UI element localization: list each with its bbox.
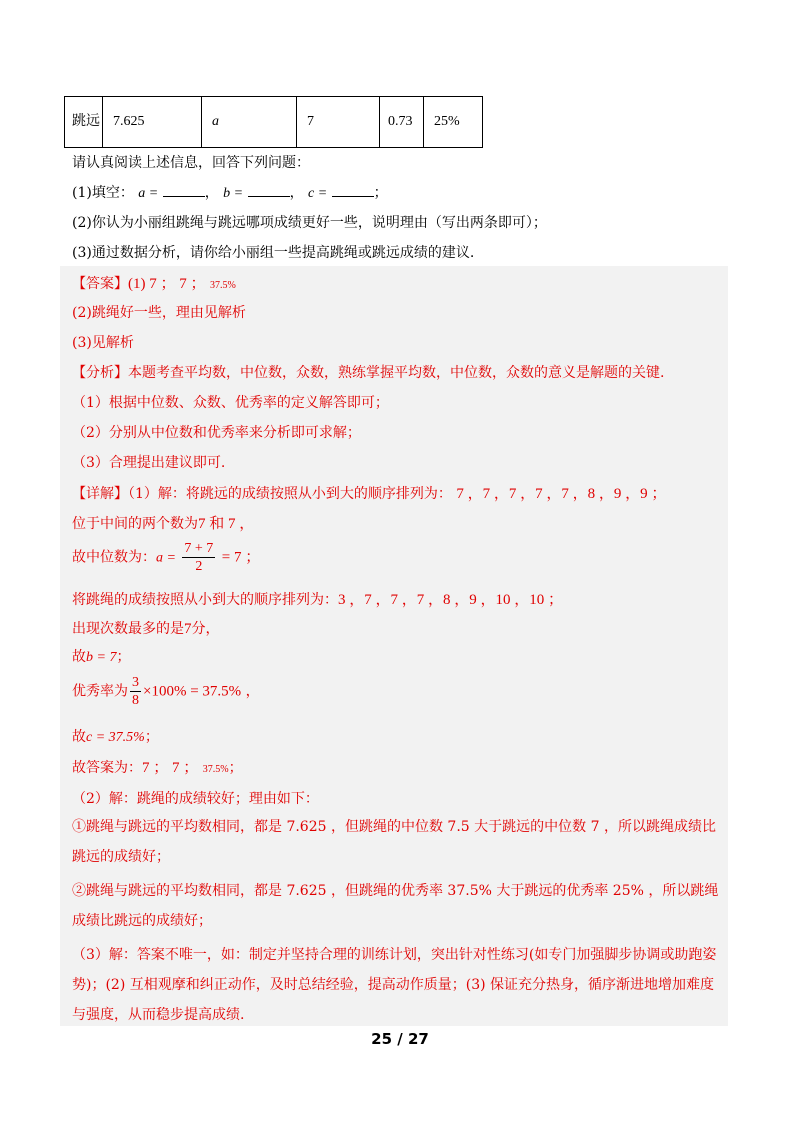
question-1: [72, 182, 388, 202]
detail-line-1: [72, 482, 666, 503]
answer-1-percent: 37.5%: [209, 280, 236, 291]
detail-tag: 【详解】: [72, 486, 128, 502]
detail-line-11: ①跳绳与跳远的平均数相同，都是 7.625 ，但跳绳的中位数 7.5 大于跳远的中位数 7 ，所以跳绳成绩比跳远的成绩好；: [72, 819, 716, 865]
mode-expr: b = 7: [86, 650, 117, 665]
analysis-tag: 【分析】: [72, 365, 128, 381]
detail-line-3: [72, 540, 260, 575]
detail-8-prefix: 故: [72, 729, 86, 745]
final-percent: 37.5%: [202, 764, 229, 775]
q1-end: ；: [373, 185, 388, 201]
final-values: 7 ； 7 ；: [142, 760, 199, 776]
detail-9-end: ；: [228, 760, 243, 776]
analysis-text: 本题考查平均数，中位数，众数，熟练掌握平均数，中位数，众数的意义是解题的关键.: [128, 365, 665, 381]
score-table: [64, 96, 483, 148]
detail-2-text: 位于中间的两个数为: [72, 516, 198, 532]
answer-1: (1) 7 ； 7 ；: [128, 276, 206, 292]
question-2: (2)你认为小丽组跳绳与跳远哪项成绩更好一些，说明理由（写出两条即可）；: [72, 215, 547, 231]
table-cell-variance: 0.73: [380, 97, 424, 148]
median-fraction: [182, 540, 215, 575]
analysis-point-1: （1）根据中位数、众数、优秀率的定义解答即可；: [72, 395, 389, 411]
detail-5-number: 7: [184, 621, 192, 637]
detail-line-2: [72, 512, 254, 533]
detail-line-9: [72, 756, 243, 777]
table-row: [65, 97, 483, 148]
table-cell-mean: 7.625: [103, 97, 202, 148]
answer-tag: 【答案】: [72, 276, 128, 292]
rate-expr: c = 37.5%: [86, 730, 145, 745]
table-cell-excellent-rate: 25%: [424, 97, 483, 148]
blank-a-label: a =: [138, 186, 159, 201]
detail-5-end: 分，: [191, 621, 220, 637]
detail-1-numbers: 7 ，7 ，7 ，7 ，7 ，8 ，9 ，9 ；: [456, 486, 667, 502]
blank-c-label: c =: [308, 186, 328, 201]
detail-4-text: 将跳绳的成绩按照从小到大的顺序排列为：: [72, 592, 338, 608]
rate-rhs: ×100% = 37.5%: [143, 683, 242, 700]
analysis-line: [72, 362, 664, 382]
detail-line-5: [72, 618, 220, 638]
detail-line-6: [72, 646, 130, 666]
detail-8-end: ；: [144, 729, 159, 745]
answer-line-3: (3)见解析: [72, 335, 134, 351]
detail-2-numbers: 7 和 7 ，: [198, 516, 255, 532]
sep-2: ，: [289, 185, 304, 201]
blank-a: [163, 184, 205, 197]
median-numerator: 7 + 7: [184, 541, 214, 556]
median-denominator: 2: [195, 559, 203, 574]
median-lhs: a =: [156, 550, 176, 566]
detail-9-prefix: 故答案为：: [72, 760, 142, 776]
detail-6-prefix: 故: [72, 649, 86, 665]
analysis-point-3: （3）合理提出建议即可.: [72, 455, 226, 471]
analysis-point-2: （2）分别从中位数和优秀率来分析即可求解；: [72, 425, 361, 441]
detail-line-8: [72, 726, 159, 746]
answer-line-1: [72, 272, 236, 293]
median-rhs: = 7 ；: [221, 549, 261, 566]
page-number: 25 / 27: [371, 1030, 429, 1048]
question-1-prefix: (1)填空：: [72, 185, 134, 201]
sep-1: ，: [204, 185, 219, 201]
detail-4-numbers: 3 ，7 ，7 ，7 ，8 ，9 ，10 ，10 ；: [338, 592, 564, 608]
detail-line-12: ②跳绳与跳远的平均数相同，都是 7.625 ，但跳绳的优秀率 37.5% 大于跳远的优秀率 25% ，所以跳绳成绩比跳远的成绩好；: [72, 883, 719, 929]
detail-line-4: [72, 588, 563, 609]
detail-6-end: ；: [116, 649, 131, 665]
answer-line-2: (2)跳绳好一些，理由见解析: [72, 305, 246, 321]
blank-b: [248, 184, 290, 197]
detail-7-end: ，: [245, 683, 260, 700]
rate-numerator: 3: [132, 675, 139, 690]
detail-3-prefix: 故中位数为：: [72, 549, 156, 566]
detail-5-text: 出现次数最多的是: [72, 621, 184, 637]
table-cell-median: a: [202, 97, 297, 148]
detail-line-7: [72, 674, 260, 709]
detail-7-prefix: 优秀率为: [72, 683, 128, 700]
rate-fraction: [130, 674, 141, 709]
detail-line-13: （3）解：答案不唯一，如：制定并坚持合理的训练计划，突出针对性练习(如专门加强脚步协调或助跑姿势)；(2) 互相观摩和纠正动作，及时总结经验，提高动作质量；(3) 保证充分热身，循序渐进地增加难度与强度，从而稳步提高成绩.: [72, 947, 717, 1023]
blank-b-label: b =: [223, 186, 244, 201]
detail-1-text: （1）解：将跳远的成绩按照从小到大的顺序排列为：: [128, 486, 452, 502]
questions-intro: 请认真阅读上述信息，回答下列问题：: [72, 155, 310, 171]
question-3: (3)通过数据分析，请你给小丽组一些提高跳绳或跳远成绩的建议.: [72, 245, 475, 261]
blank-c: [332, 184, 374, 197]
detail-line-10: （2）解：跳绳的成绩较好；理由如下：: [72, 791, 319, 807]
table-cell-mode: 7: [297, 97, 380, 148]
table-cell-item: 跳远: [65, 97, 103, 148]
rate-denominator: 8: [132, 693, 139, 708]
